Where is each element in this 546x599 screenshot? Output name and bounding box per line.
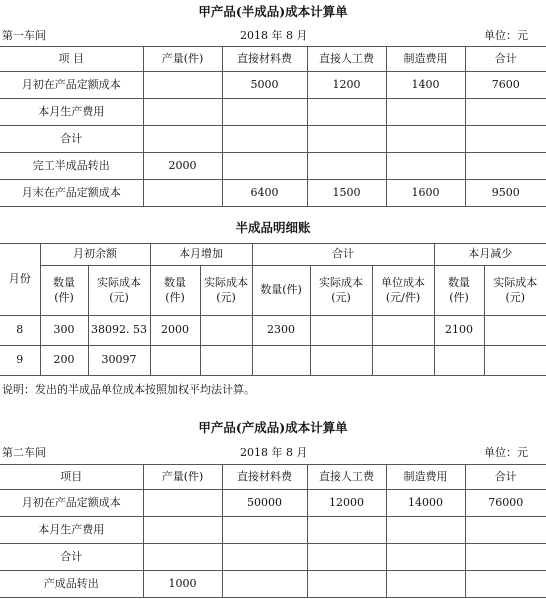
table-cell bbox=[222, 126, 307, 153]
table-cell bbox=[222, 153, 307, 180]
table2-group-header: 本月减少 bbox=[434, 244, 546, 266]
table3-workshop: 第二车间 bbox=[2, 446, 46, 459]
table2-group-header: 合计 bbox=[252, 244, 434, 266]
table-cell: 1200 bbox=[307, 72, 386, 99]
table2-sub-header-row bbox=[0, 266, 546, 316]
table2-note: 说明：发出的半成品单位成本按照加权平均法计算。 bbox=[2, 383, 255, 396]
table1-header-cell: 制造费用 bbox=[386, 47, 465, 72]
table-cell bbox=[307, 571, 386, 598]
table3-title: 甲产品(产成品)成本计算单 bbox=[198, 420, 348, 435]
table-cell bbox=[222, 517, 307, 544]
table-cell: 30097 bbox=[88, 346, 150, 376]
table-cell bbox=[307, 99, 386, 126]
table-cell bbox=[143, 126, 222, 153]
table-cell bbox=[484, 346, 546, 376]
table-cell: 月初在产品定额成本 bbox=[0, 490, 143, 517]
table-cell: 2300 bbox=[252, 316, 310, 346]
table-cell bbox=[143, 72, 222, 99]
table-cell bbox=[307, 517, 386, 544]
table2-sub-header: 实际成本 (元) bbox=[484, 266, 546, 316]
table-row bbox=[0, 126, 546, 153]
table-row bbox=[0, 571, 546, 598]
table-row bbox=[0, 490, 546, 517]
table1-header-cell: 合计 bbox=[465, 47, 546, 72]
table-cell bbox=[222, 571, 307, 598]
table-cell bbox=[465, 571, 546, 598]
table2-title: 半成品明细账 bbox=[235, 220, 311, 235]
table-cell bbox=[372, 316, 434, 346]
table2-sub-header: 实际成本 (元) bbox=[310, 266, 372, 316]
table-cell: 9 bbox=[0, 346, 40, 376]
table-cell bbox=[465, 517, 546, 544]
table-row bbox=[0, 99, 546, 126]
table-cell bbox=[143, 544, 222, 571]
table3-date: 2018 年 8 月 bbox=[240, 446, 308, 459]
table1-header-cell: 产量(件) bbox=[143, 47, 222, 72]
table-cell bbox=[307, 544, 386, 571]
table-cell bbox=[386, 571, 465, 598]
table1-header-row bbox=[0, 47, 546, 72]
table-cell bbox=[386, 153, 465, 180]
table-cell: 1400 bbox=[386, 72, 465, 99]
table-cell: 合计 bbox=[0, 544, 143, 571]
table-row bbox=[0, 517, 546, 544]
table-cell bbox=[143, 180, 222, 207]
table-row bbox=[0, 180, 546, 207]
table-cell bbox=[465, 126, 546, 153]
table1-header-cell: 项 目 bbox=[0, 47, 143, 72]
table-row bbox=[0, 72, 546, 99]
table3-header-cell: 合计 bbox=[465, 465, 546, 490]
table3-header-cell: 制造费用 bbox=[386, 465, 465, 490]
table-cell bbox=[307, 126, 386, 153]
table-row bbox=[0, 153, 546, 180]
table-cell: 2000 bbox=[150, 316, 200, 346]
table-cell: 76000 bbox=[465, 490, 546, 517]
table-cell: 7600 bbox=[465, 72, 546, 99]
table-cell bbox=[386, 544, 465, 571]
table-cell bbox=[310, 316, 372, 346]
table-cell: 9500 bbox=[465, 180, 546, 207]
table3-header-cell: 直接材料费 bbox=[222, 465, 307, 490]
table3-header-cell: 产量(件) bbox=[143, 465, 222, 490]
table-cell: 8 bbox=[0, 316, 40, 346]
table2-sub-header: 实际成本 (元) bbox=[200, 266, 252, 316]
table2-sub-header: 数量 (件) bbox=[434, 266, 484, 316]
table2-group-header: 本月增加 bbox=[150, 244, 252, 266]
table-cell bbox=[372, 346, 434, 376]
table1 bbox=[0, 46, 546, 207]
table1-workshop: 第一车间 bbox=[2, 29, 46, 42]
table-cell: 本月生产费用 bbox=[0, 517, 143, 544]
table-cell bbox=[143, 99, 222, 126]
table-cell: 200 bbox=[40, 346, 88, 376]
table2-sub-header: 数量 (件) bbox=[150, 266, 200, 316]
table-cell: 5000 bbox=[222, 72, 307, 99]
table-cell: 6400 bbox=[222, 180, 307, 207]
table-cell bbox=[386, 126, 465, 153]
table3-unit: 单位：元 bbox=[484, 446, 528, 459]
table-cell bbox=[386, 99, 465, 126]
table1-unit: 单位：元 bbox=[484, 29, 528, 42]
table-cell: 300 bbox=[40, 316, 88, 346]
table-cell: 1500 bbox=[307, 180, 386, 207]
table-cell bbox=[434, 346, 484, 376]
table-cell: 2100 bbox=[434, 316, 484, 346]
table-cell bbox=[200, 346, 252, 376]
table-cell bbox=[143, 490, 222, 517]
table-cell: 2000 bbox=[143, 153, 222, 180]
table2-month-header: 月份 bbox=[0, 244, 40, 316]
table2-sub-header: 数量 (件) bbox=[40, 266, 88, 316]
table-cell bbox=[465, 153, 546, 180]
table3 bbox=[0, 464, 546, 598]
table-row bbox=[0, 544, 546, 571]
table-cell: 38092. 53 bbox=[88, 316, 150, 346]
table1-header-cell: 直接人工费 bbox=[307, 47, 386, 72]
table-cell bbox=[143, 517, 222, 544]
table-cell: 合计 bbox=[0, 126, 143, 153]
table2 bbox=[0, 243, 546, 376]
table1-header-cell: 直接材料费 bbox=[222, 47, 307, 72]
table-cell bbox=[465, 99, 546, 126]
table2-sub-header: 数量(件) bbox=[252, 266, 310, 316]
table2-sub-header: 单位成本 (元/件) bbox=[372, 266, 434, 316]
table-cell: 月初在产品定额成本 bbox=[0, 72, 143, 99]
table-cell bbox=[386, 517, 465, 544]
table-cell bbox=[310, 346, 372, 376]
table1-title: 甲产品(半成品)成本计算单 bbox=[198, 4, 348, 19]
table-cell bbox=[465, 544, 546, 571]
table-cell bbox=[252, 346, 310, 376]
table2-group-header: 月初余额 bbox=[40, 244, 150, 266]
table-cell bbox=[307, 153, 386, 180]
table-cell: 完工半成品转出 bbox=[0, 153, 143, 180]
table-cell: 1600 bbox=[386, 180, 465, 207]
table-cell: 50000 bbox=[222, 490, 307, 517]
table-cell bbox=[222, 99, 307, 126]
table2-sub-header: 实际成本 (元) bbox=[88, 266, 150, 316]
table2-group-header-row bbox=[0, 244, 546, 266]
table-cell bbox=[484, 316, 546, 346]
table-row bbox=[0, 346, 546, 376]
table3-header-row bbox=[0, 465, 546, 490]
table3-header-cell: 项目 bbox=[0, 465, 143, 490]
table-cell: 月末在产品定额成本 bbox=[0, 180, 143, 207]
table-cell bbox=[200, 316, 252, 346]
table-cell: 本月生产费用 bbox=[0, 99, 143, 126]
table-cell: 1000 bbox=[143, 571, 222, 598]
table-cell: 产成品转出 bbox=[0, 571, 143, 598]
table-cell bbox=[150, 346, 200, 376]
table1-date: 2018 年 8 月 bbox=[240, 29, 308, 42]
table-cell: 14000 bbox=[386, 490, 465, 517]
table-row bbox=[0, 316, 546, 346]
table-cell: 12000 bbox=[307, 490, 386, 517]
table3-header-cell: 直接人工费 bbox=[307, 465, 386, 490]
table-cell bbox=[222, 544, 307, 571]
